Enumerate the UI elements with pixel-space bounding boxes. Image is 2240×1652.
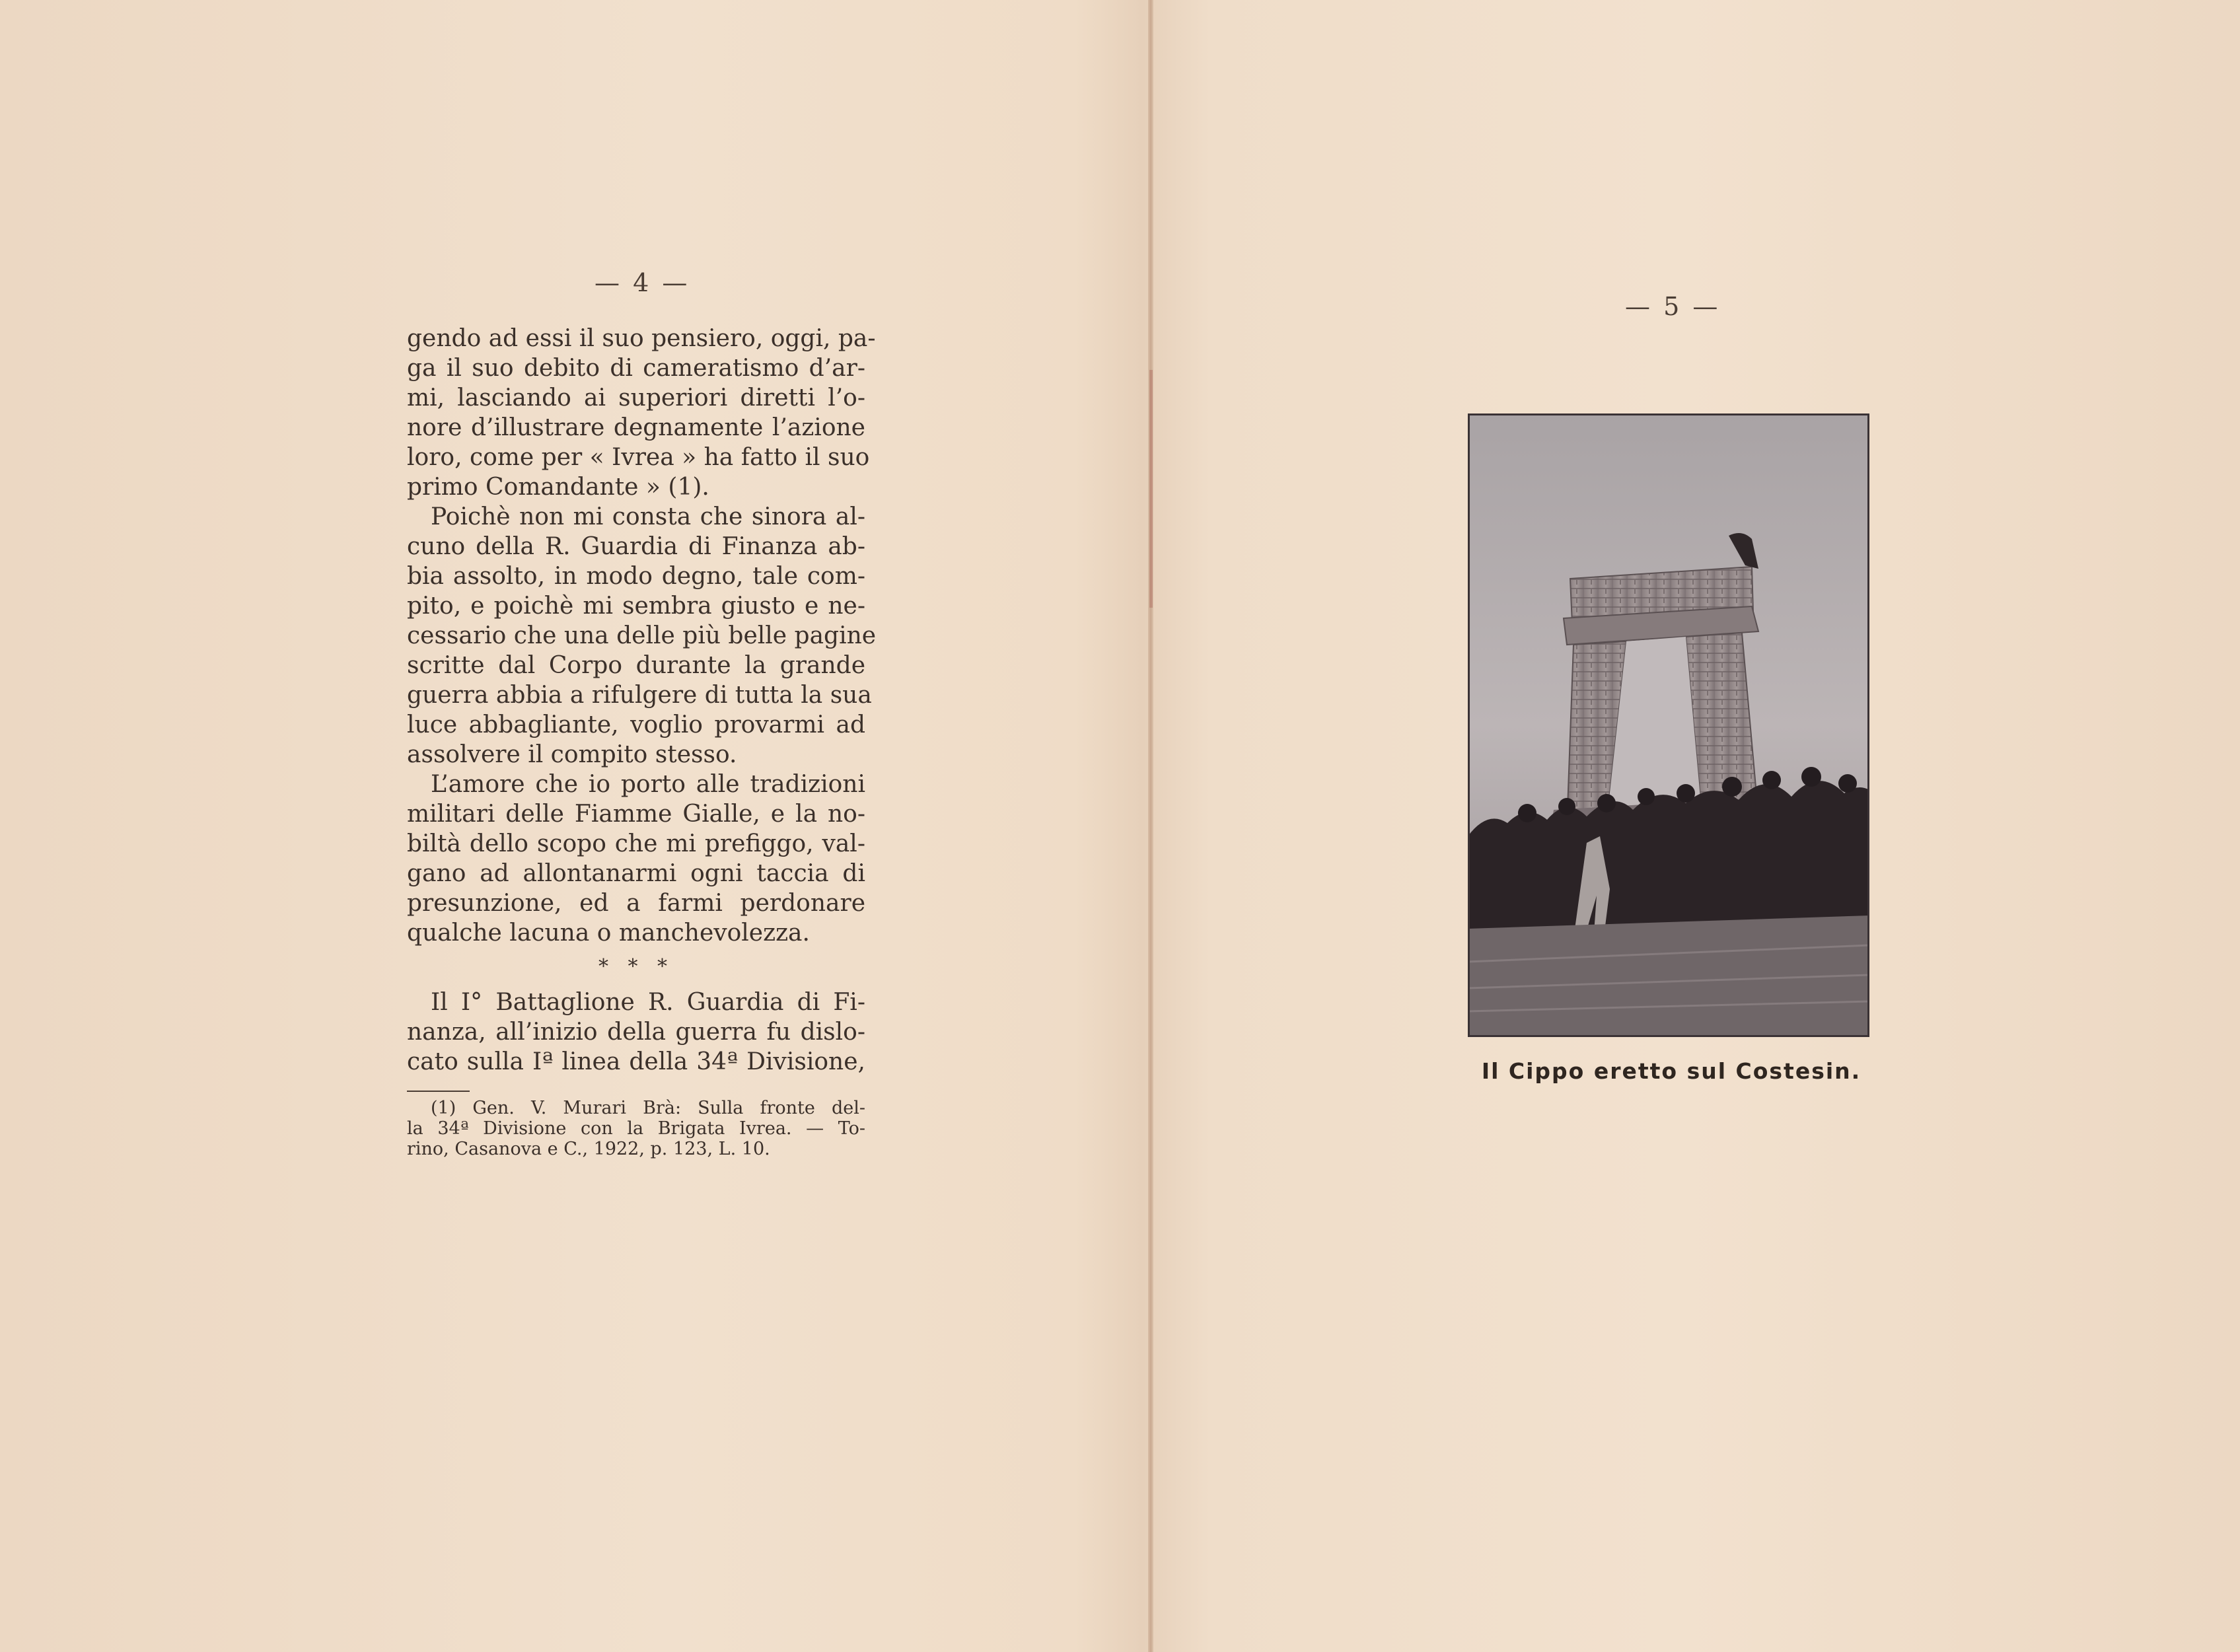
text-line: ga il suo debito di cameratismo d’ar- (407, 355, 865, 382)
text-line: Il I° Battaglione R. Guardia di Fi- (431, 989, 865, 1016)
text-line: cuno della R. Guardia di Finanza ab- (407, 533, 865, 560)
book-gutter (1148, 0, 1153, 1652)
page-number-right: — 5 — (1625, 292, 1721, 321)
left-page-body-continued (407, 988, 865, 1077)
footnote (407, 1098, 865, 1159)
footnote-rule (407, 1091, 470, 1092)
text-line: nore d’illustrare degnamente l’azione (407, 414, 865, 441)
text-line: gendo ad essi il suo pensiero, oggi, pa- (407, 325, 876, 352)
text-line: scritte dal Corpo durante la grande (407, 652, 865, 679)
page-number-left: — 4 — (595, 268, 690, 297)
left-page-body (407, 324, 877, 948)
text-line: qualche lacuna o manchevolezza. (407, 919, 810, 947)
monument-photo (1468, 413, 1869, 1037)
text-line: pito, e poichè mi sembra giusto e ne- (407, 593, 865, 620)
text-line: guerra abbia a rifulgere di tutta la sua (407, 682, 872, 709)
text-line: bia assolto, in modo degno, tale com- (407, 563, 865, 590)
text-line: biltà dello scopo che mi prefiggo, val- (407, 830, 865, 857)
photo-caption: Il Cippo eretto sul Costesin. (1481, 1058, 1861, 1084)
text-line: militari delle Fiamme Gialle, e la no- (407, 801, 865, 828)
text-line: loro, come per « Ivrea » ha fatto il suo (407, 444, 870, 471)
monument-photo-illustration (1468, 413, 1869, 1037)
text-line: assolvere il compito stesso. (407, 741, 737, 768)
binding-thread (1149, 370, 1153, 608)
text-line: nanza, all’inizio della guerra fu dislo- (407, 1019, 865, 1046)
text-line: mi, lasciando ai superiori diretti l’o- (407, 384, 865, 412)
text-line: luce abbagliante, voglio provarmi ad (407, 711, 865, 738)
footnote-line: (1) Gen. V. Murari Brà: Sulla fronte del- (431, 1098, 865, 1118)
text-line: L’amore che io porto alle tradizioni (431, 771, 865, 798)
text-line: cato sulla Iª linea della 34ª Divisione, (407, 1048, 865, 1075)
text-line: cessario che una delle più belle pagine (407, 622, 877, 649)
text-line: presunzione, ed a farmi perdonare (407, 890, 865, 917)
text-line: gano ad allontanarmi ogni taccia di (407, 860, 865, 887)
text-line: primo Comandante » (1). (407, 474, 709, 501)
text-line: Poichè non mi consta che sinora al- (431, 503, 865, 530)
section-separator: * * * (598, 955, 674, 978)
footnote-line: la 34ª Divisione con la Brigata Ivrea. — To- (407, 1118, 865, 1139)
footnote-line: rino, Casanova e C., 1922, p. 123, L. 10. (407, 1139, 770, 1159)
